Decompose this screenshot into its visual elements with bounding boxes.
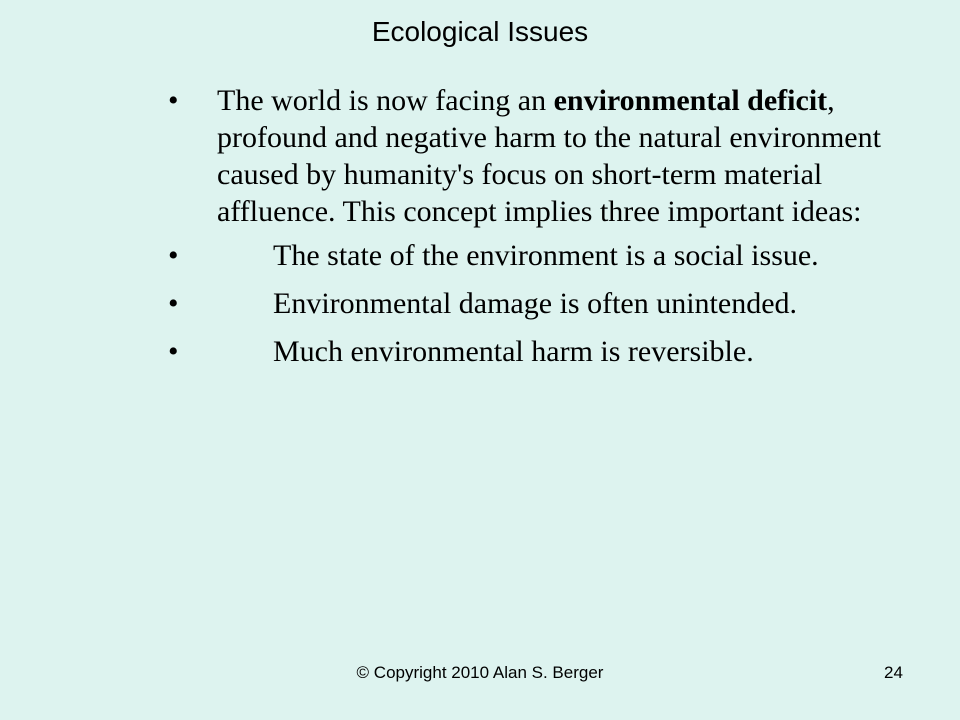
page-number: 24 [884,663,903,682]
bullet-idea-2 [0,285,960,322]
bullet-idea-text: Much environmental harm is reversible. [273,335,754,368]
intro-key-term: environmental deficit [553,84,828,117]
bullet-idea-text: Environmental damage is often unintended. [273,287,798,320]
bullet-idea-text: The state of the environment is a social issue. [273,239,819,272]
bullet-intro-text [217,82,897,230]
copyright-footer: © Copyright 2010 Alan S. Berger [356,663,604,682]
bullet-dot: • [168,239,179,272]
bullet-dot: • [168,287,179,320]
bullet-idea-3 [0,333,960,370]
bullet-dot: • [168,335,179,368]
bullet-intro [0,82,960,230]
intro-text-after: , profound and negative harm to the natural environment caused by humanity's focus on short-term material affluence. This concept implies three important ideas: [217,84,881,228]
intro-text-before: The world is now facing an [217,84,554,117]
bullet-idea-1 [0,237,960,274]
bullet-list [0,82,960,381]
slide-title: Ecological Issues [371,16,589,47]
bullet-dot: • [168,84,179,117]
